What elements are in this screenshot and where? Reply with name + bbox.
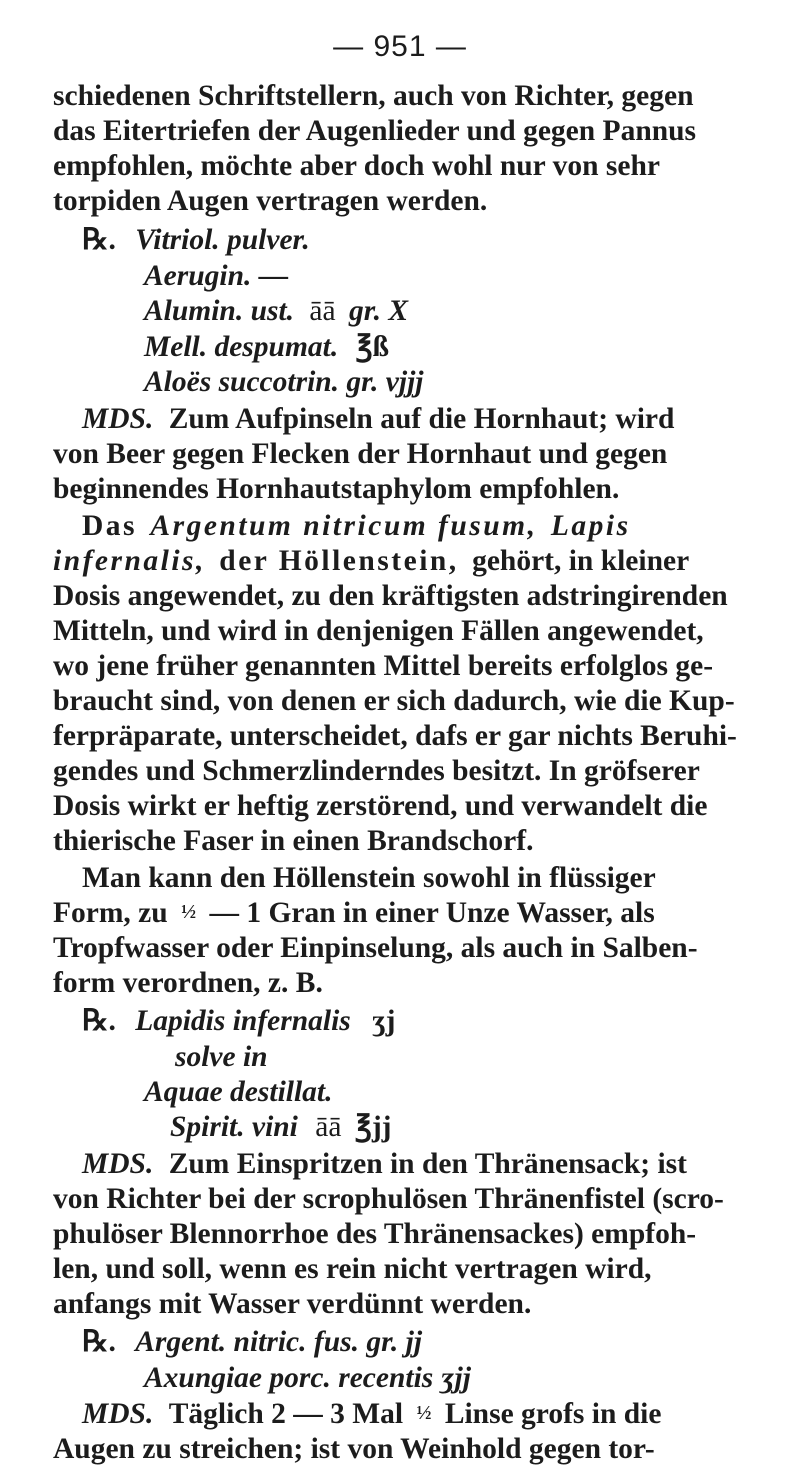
text-line: braucht sind, von denen er sich dadurch, wie die Kup- [53,685,735,717]
ingredient: Axungiae porc. recentis ʒjj [144,1362,471,1394]
text-line: Dosis wirkt er heftig zerstörend, und verwandelt die [53,790,708,822]
prescription-line [82,1328,422,1358]
ingredient: Aloës succotrin. gr. vjjj [144,366,424,398]
text-line: Man kann den Höllenstein sowohl in flüssiger [82,862,656,894]
term: Argentum nitricum fusum, [150,510,538,542]
instruction: solve in [175,1041,268,1073]
text-line: torpiden Augen vertragen werden. [53,185,488,217]
text-line: das Eitertriefen der Augenlieder und gegen Pannus [53,115,697,147]
ingredient: Argent. nitric. fus. gr. jj [135,1326,423,1358]
text-line: phulöser Blennorrhoe des Thränensackes) empfoh- [53,1218,697,1250]
dosage: gr. X [348,295,409,327]
term: Lapis [550,510,631,542]
ingredient-name: Lapidis infernalis [135,1005,351,1037]
mds-text: Linse grofs in die [444,1398,662,1430]
dosage-mark: āā [309,295,336,327]
ingredient [144,297,408,327]
dosage: ℥jj [354,1111,392,1143]
text-line: anfangs mit Wasser verdünnt werden. [53,1288,532,1320]
text-line: Augen zu streichen; ist von Weinhold gegen tor- [53,1433,655,1465]
ingredient [144,333,389,363]
ingredient-name: Mell. despumat. [144,331,339,363]
mds-text: Zum Aufpinseln auf die Hornhaut; wird [168,403,675,435]
text-line: schiedenen Schriftstellern, auch von Richter, gegen [53,80,694,112]
dosage: ʒj [372,1005,396,1037]
page-number: — 951 — [333,30,467,63]
mds-label: MDS. [82,1148,154,1180]
recipe-symbol: ℞. [82,1326,116,1358]
text-line [82,512,631,542]
text-span: Form, zu [53,897,168,929]
text-line: len, und soll, wenn es rein nicht vertragen wird, [53,1253,652,1285]
text-line [53,547,689,577]
mds-text: Täglich 2 — 3 Mal [168,1398,404,1430]
fraction: ½ [181,901,197,923]
text-line: thierische Faser in einen Brandschorf. [53,825,534,857]
text-line: Mitteln, und wird in denjenigen Fällen angewendet, [53,615,704,647]
recipe-symbol: ℞. [82,1005,116,1037]
text-line: form verordnen, z. B. [53,967,323,999]
text-span: Das [82,510,138,542]
ingredient-name: Spirit. vini [170,1111,298,1143]
text-line: Tropfwasser oder Einpinselung, als auch in Salben- [53,932,698,964]
mds-line [82,1400,661,1430]
mds-text: Zum Einspritzen in den Thränensack; ist [168,1148,687,1180]
prescription-line [82,226,310,256]
ingredient [170,1113,392,1143]
text-line: von Richter bei der scrophulösen Thränenfistel (scro- [53,1183,724,1215]
mds-line [82,405,674,435]
prescription-line [82,1007,395,1037]
ingredient: Aerugin. — [144,260,289,292]
text-span: — 1 Gran in einer Unze Wasser, als [209,897,655,929]
ingredient-name: Alumin. ust. [144,295,295,327]
text-line: Dosis angewendet, zu den kräftigsten adstringirenden [53,580,728,612]
mds-label: MDS. [82,1398,154,1430]
dosage: ℥ß [355,331,390,363]
text-line: wo jene früher genannten Mittel bereits erfolglos ge- [53,650,714,682]
term: der Höllenstein, [219,545,459,577]
text-line: von Beer gegen Flecken der Hornhaut und gegen [53,438,668,470]
mds-label: MDS. [82,403,154,435]
text-line: beginnendes Hornhautstaphylom empfohlen. [53,473,620,505]
term: infernalis, [53,545,206,577]
ingredient: Aquae destillat. [144,1076,333,1108]
dosage-mark: āā [315,1111,342,1143]
text-span: gehört, in kleiner [472,545,690,577]
ingredient: Vitriol. pulver. [135,224,310,256]
text-line: gendes und Schmerzlinderndes besitzt. In gröfserer [53,755,700,787]
text-line: empfohlen, möchte aber doch wohl nur von sehr [53,150,660,182]
text-line: ferpräparate, unterscheidet, dafs er gar nichts Beruhi- [53,720,737,752]
text-line [53,899,655,929]
fraction: ½ [416,1402,432,1424]
mds-line [82,1150,687,1180]
recipe-symbol: ℞. [82,224,116,256]
